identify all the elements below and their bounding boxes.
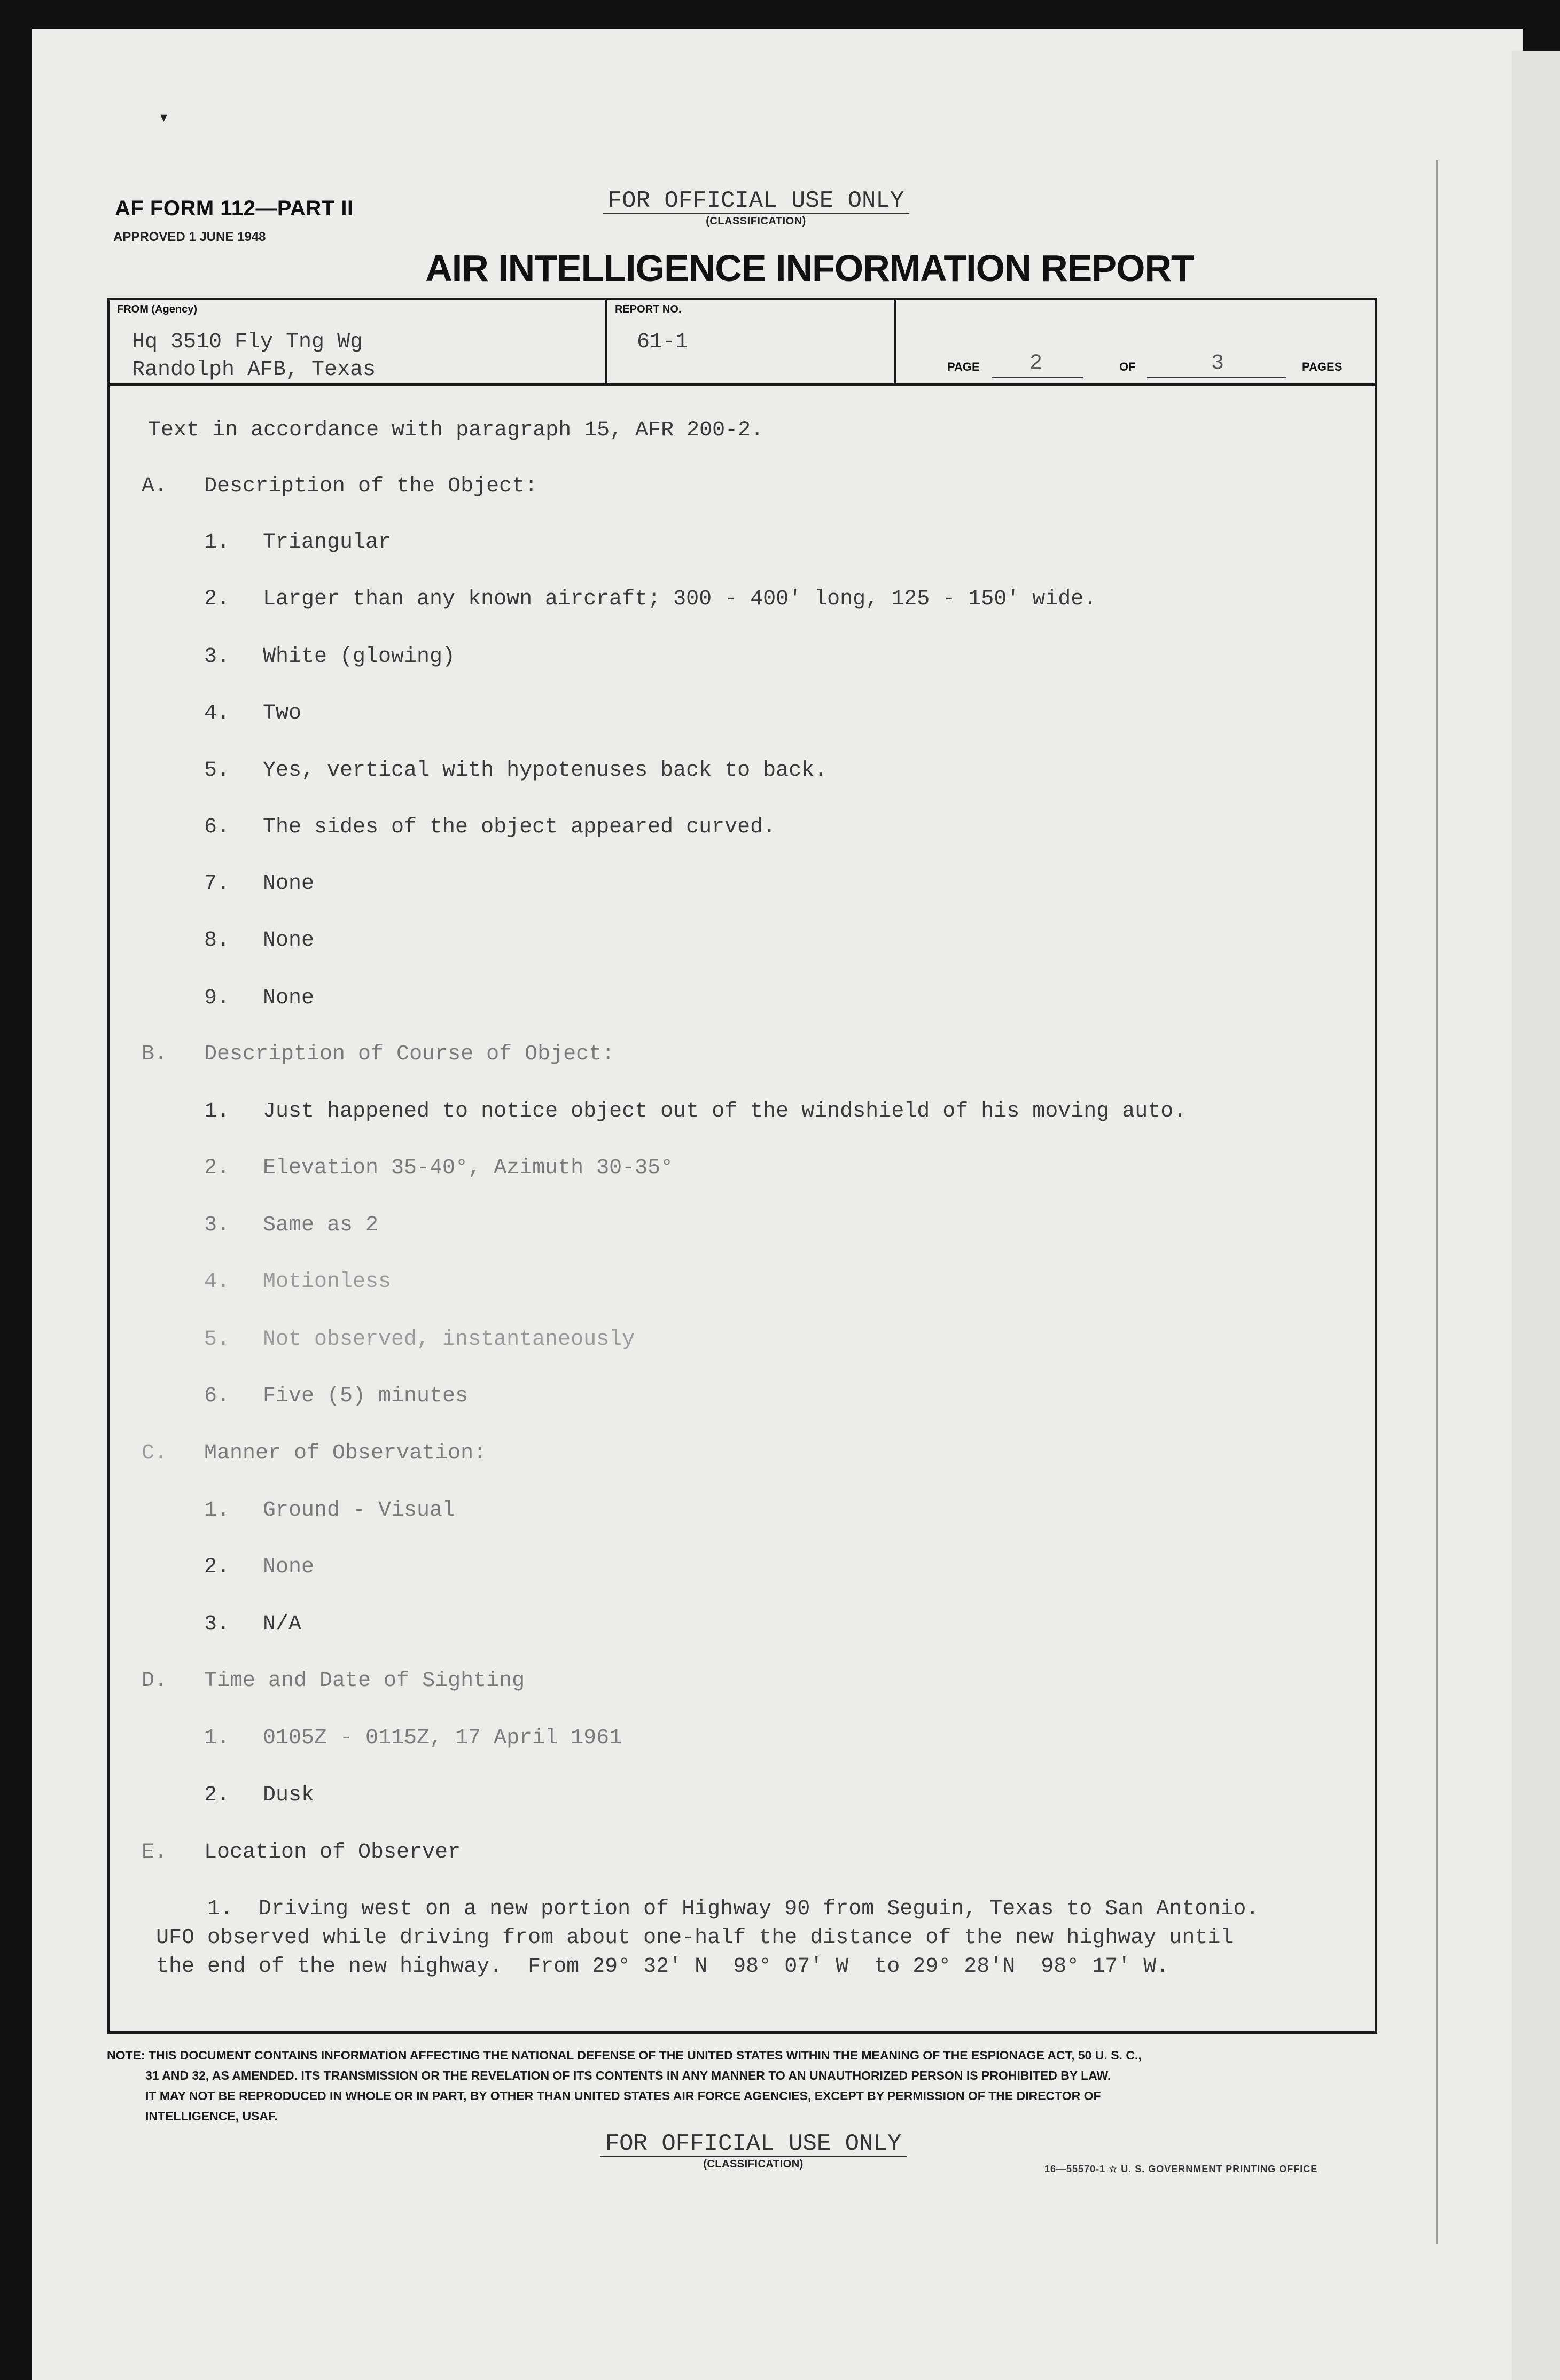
item-text: Yes, vertical with hypotenuses back to back. [263,759,828,783]
item-text: None [263,928,315,953]
section-a-letter: A. [142,474,168,498]
of-underline [1147,377,1286,378]
item-text: White (glowing) [263,645,456,669]
item-text: None [263,872,315,896]
page-label: PAGE [947,360,980,373]
item-text: None [263,986,315,1010]
speck-mark: ▾ [160,110,168,126]
fold-line [1436,160,1438,2244]
item-number: 1. [204,1099,230,1123]
from-agency-line1: Hq 3510 Fly Tng Wg [132,330,363,354]
section-c-title: Manner of Observation: [204,1441,487,1465]
item-number: 8. [204,928,230,953]
item-number: 2. [204,1156,230,1180]
item-number: 5. [204,1328,230,1352]
page-count-cell [896,300,1375,383]
item-text: None [263,1555,315,1579]
item-text: The sides of the object appeared curved. [263,815,776,839]
item-number: 7. [204,872,230,896]
of-label: OF [1119,360,1136,373]
section-e-title: Location of Observer [204,1840,461,1864]
classification-bottom-text: FOR OFFICIAL USE ONLY [600,2132,907,2157]
page-edge [1512,51,1560,2380]
pages-label: PAGES [1302,360,1343,373]
item-text: Same as 2 [263,1213,379,1237]
item-number: 5. [204,759,230,783]
item-number: 1. [204,1499,230,1523]
item-text: Just happened to notice object out of the windshield of his moving auto. [263,1099,1187,1123]
report-form-frame [107,298,1377,2034]
report-number-label: REPORT NO. [615,303,682,315]
espionage-act-note [107,2045,1389,2126]
item-number: 4. [204,1270,230,1294]
location-paragraph-line: UFO observed while driving from about one-half the distance of the new highway until [156,1926,1234,1950]
item-number: 3. [204,1612,230,1636]
section-a-title: Description of the Object: [204,474,538,498]
gpo-imprint: 16—55570-1 ☆ U. S. GOVERNMENT PRINTING OFFICE [1044,2164,1318,2174]
item-text: Larger than any known aircraft; 300 - 400' long, 125 - 150' wide. [263,587,1097,611]
note-line: NOTE: THIS DOCUMENT CONTAINS INFORMATION AFFECTING THE NATIONAL DEFENSE OF THE UNITED STATES WITHIN THE MEANING OF THE ESPIONAGE ACT, 50 U. S. C., [107,2048,1142,2062]
item-number: 3. [204,645,230,669]
intro-line: Text in accordance with paragraph 15, AFR 200-2. [148,418,764,442]
item-text: N/A [263,1612,302,1636]
item-number: 1. [204,530,230,555]
form-number: AF FORM 112—PART II [115,197,354,220]
item-number: 9. [204,986,230,1010]
form-approved-date: APPROVED 1 JUNE 1948 [113,230,266,244]
note-line: IT MAY NOT BE REPRODUCED IN WHOLE OR IN PART, BY OTHER THAN UNITED STATES AIR FORCE AGENCIES, EXCEPT BY PERMISSION OF THE DIRECTOR OF [145,2089,1101,2103]
item-number: 2. [204,1783,230,1807]
item-number: 1. [204,1726,230,1750]
report-number: 61-1 [637,330,689,354]
item-text: Triangular [263,530,392,555]
item-text: Ground - Visual [263,1499,456,1523]
classification-top [588,189,924,228]
note-line: 31 AND 32, AS AMENDED. ITS TRANSMISSION OR THE REVELATION OF ITS CONTENTS IN ANY MANNER TO AN UNAUTHORIZED PERSON IS PROHIBITED BY LAW. [145,2069,1111,2082]
total-pages: 3 [1211,352,1224,376]
section-e-letter: E. [142,1840,168,1864]
report-title: AIR INTELLIGENCE INFORMATION REPORT [425,247,1194,289]
report-number-cell [607,300,896,383]
from-cell [110,300,607,383]
section-d-letter: D. [142,1669,168,1693]
item-number: 2. [204,1555,230,1579]
page-number: 2 [1029,352,1043,376]
report-header-row [110,300,1375,386]
page-underline [992,377,1083,378]
classification-top-label: (CLASSIFICATION) [706,215,806,227]
item-number: 2. [204,587,230,611]
item-number: 4. [204,701,230,725]
from-label: FROM (Agency) [117,303,197,315]
item-number: 3. [204,1213,230,1237]
classification-bottom-label: (CLASSIFICATION) [703,2158,804,2170]
note-line: INTELLIGENCE, USAF. [145,2109,278,2123]
section-c-letter: C. [142,1441,168,1465]
section-d-title: Time and Date of Sighting [204,1669,525,1693]
item-text: Five (5) minutes [263,1384,469,1408]
item-number: 6. [204,1384,230,1408]
item-text: Elevation 35-40°, Azimuth 30-35° [263,1156,674,1180]
section-b-title: Description of Course of Object: [204,1042,615,1066]
item-text: 0105Z - 0115Z, 17 April 1961 [263,1726,622,1750]
section-b-letter: B. [142,1042,168,1066]
item-text: Dusk [263,1783,315,1807]
location-paragraph-line: the end of the new highway. From 29° 32' N 98° 07' W to 29° 28'N 98° 17' W. [156,1955,1169,1979]
item-number: 6. [204,815,230,839]
item-text: Not observed, instantaneously [263,1328,635,1352]
classification-top-text: FOR OFFICIAL USE ONLY [603,189,910,214]
item-text: Two [263,701,302,725]
classification-bottom [598,2132,908,2171]
item-text: Motionless [263,1270,392,1294]
from-agency-line2: Randolph AFB, Texas [132,358,376,382]
location-paragraph-line: 1. Driving west on a new portion of Highway 90 from Seguin, Texas to San Antonio. [156,1897,1259,1921]
